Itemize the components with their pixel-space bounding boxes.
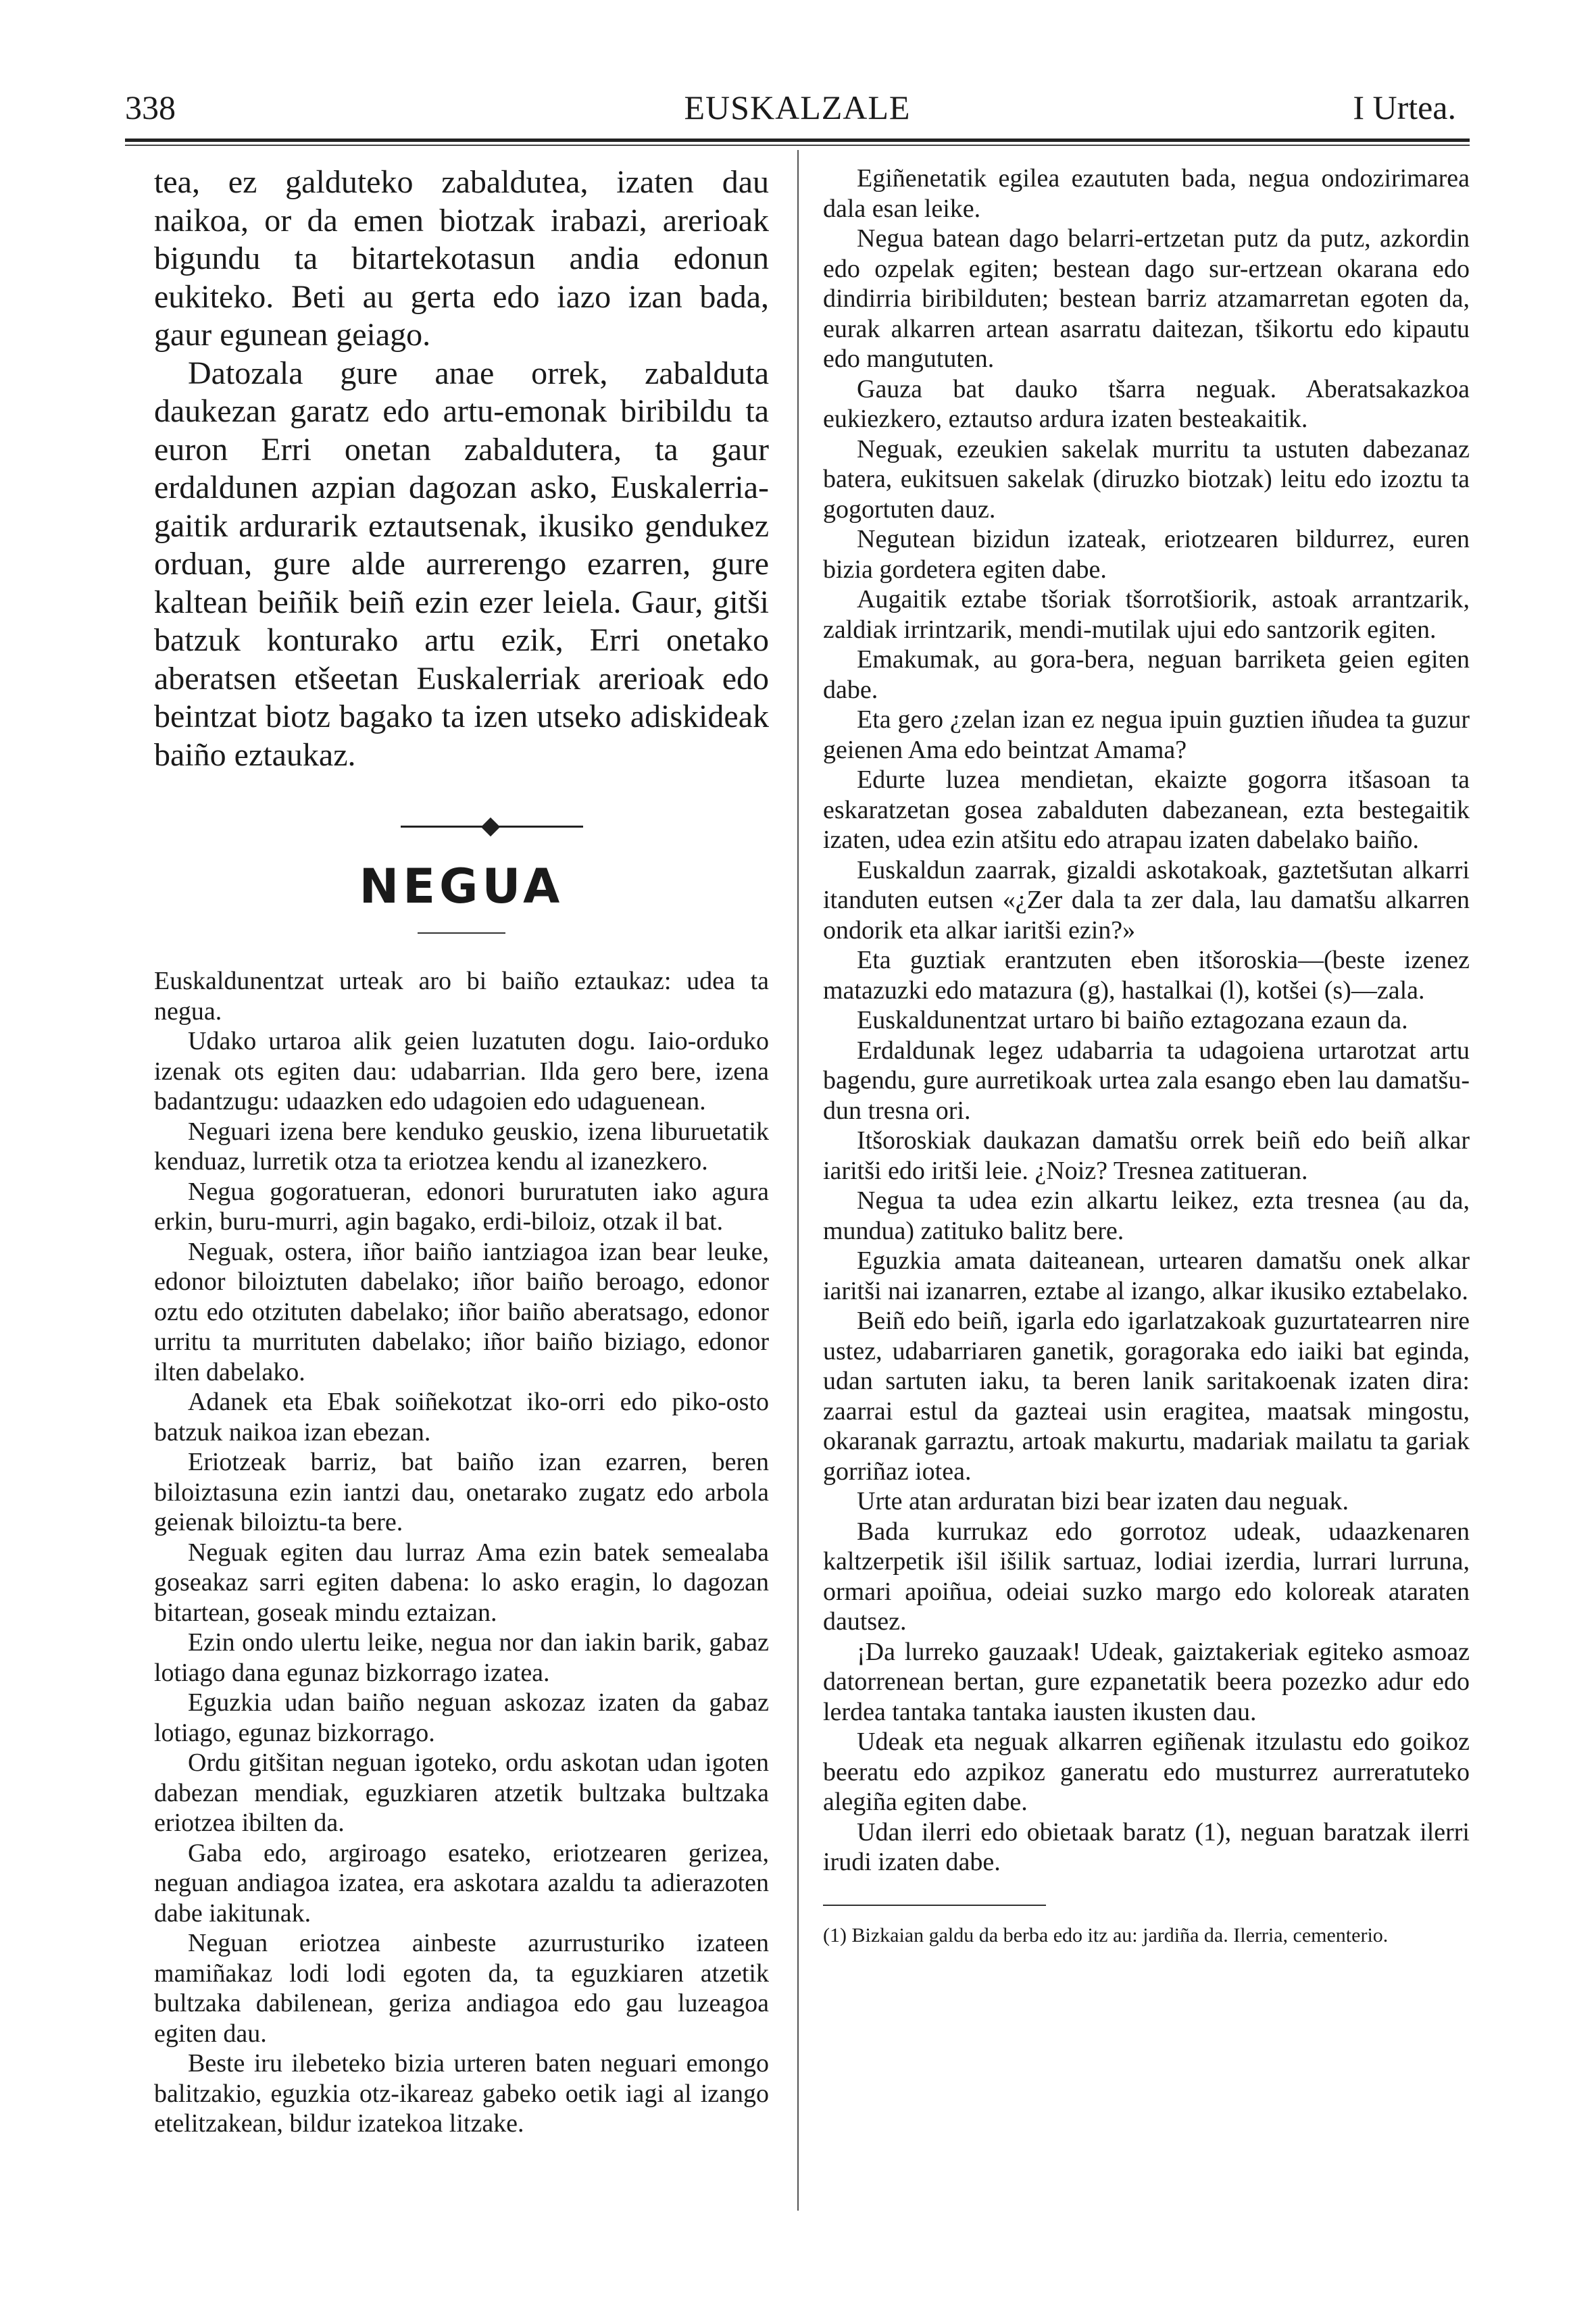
paragraph: Eta gero ¿zelan izan ez negua ipuin guztien iñudea ta guzur geienen Ama edo beintzat Amama? xyxy=(823,705,1470,764)
ornament-diamond xyxy=(481,818,500,836)
paragraph: Neguak, ostera, iñor baiño iantziagoa izan bear leuke, edonor biloiztuten dabelako; iñor baiño beroago, edonor oztu edo otzituten dabelako; iñor baiño aberatsago, edonor urritu ta murrituten dabelako; iñor baiño biziago, edonor ilten dabelako. xyxy=(154,1237,769,1386)
paragraph: Udako urtaroa alik geien luzatuten dogu. Iaio-orduko izenak ots egiten dau: udabarrian. Ilda gero bere, izena badantzugu: udaazken edo udagoien edo udaguenean. xyxy=(154,1027,769,1115)
paragraph: Ordu gitšitan neguan igoteko, ordu askotan udan igoten dabezan mendiak, eguzkiaren atzetik bultzaka bultzaka eriotzea ibilten da. xyxy=(154,1749,769,1837)
paragraph: Bada kurrukaz edo gorrotoz udeak, udaazkenaren kaltzerpetik išil išilik sartuaz, lodiai izerdia, lurrari lurruna, ormari apoiñua, odeiai suzko margo edo koloreak ataraten dautsez. xyxy=(823,1517,1470,1636)
title-rule xyxy=(418,932,505,934)
paragraph: Neguari izena bere kenduko geuskio, izena liburuetatik kenduaz, lurretik otza ta eriotzea kendu al izanezkero. xyxy=(154,1117,769,1176)
paragraph: Gauza bat dauko tšarra neguak. Aberatsakazkoa eukiezkero, eztautso ardura izaten besteakaitik. xyxy=(823,374,1470,433)
section-title: NEGUA xyxy=(359,859,564,914)
left-column xyxy=(154,164,769,2139)
paragraph: tea, ez galduteko zabaldutea, izaten dau naikoa, or da emen biotzak irabazi, arerioak bigundu ta bitartekotasun andia edonun eukiteko. Beti au gerta edo iazo izan bada, gaur egunean geiago. xyxy=(154,164,769,353)
paragraph: Augaitik eztabe tšoriak tšorrotšiorik, astoak arrantzarik, zaldiak irrintzarik, mendi-mutilak ujui edo santzorik egiten. xyxy=(823,585,1470,644)
paragraph: Eta guztiak erantzuten eben itšoroskia—(beste izenez matazuzki edo matazura (g), hastalkai (l), kotšei (s)—zala. xyxy=(823,946,1470,1005)
header-rule-thin xyxy=(125,145,1470,146)
paragraph: Negua gogoratueran, edonori bururatuten iako agura erkin, buru-murri, agin bagako, erdi-biloiz, otzak il bat. xyxy=(154,1177,769,1236)
right-column xyxy=(823,164,1470,1949)
paragraph: Neguan eriotzea ainbeste azurrusturiko izateen mamiñakaz lodi lodi egoten da, ta eguzkiaren atzetik bultzaka dabilenean, geriza andiagoa edo gau luzeagoa egiten dau. xyxy=(154,1929,769,2048)
paragraph: Adanek eta Ebak soiñekotzat iko-orri edo piko-osto batzuk naikoa izan ebezan. xyxy=(154,1388,769,1447)
paragraph: Itšoroskiak daukazan damatšu orrek beiñ edo beiñ alkar iaritši edo iritši leie. ¿Noiz? Tresnea zatitueran. xyxy=(823,1126,1470,1185)
paragraph: ¡Da lurreko gauzaak! Udeak, gaiztakeriak egiteko asmoaz datorrenean bertan, gure ezpanetatik beera pozezko adur edo lerdea tantaka tantaka iausten ikusten dau. xyxy=(823,1637,1470,1726)
paragraph: Euskaldunentzat urteak aro bi baiño eztaukaz: udea ta negua. xyxy=(154,967,769,1026)
paragraph: Negua ta udea ezin alkartu leikez, ezta tresnea (au da, mundua) zatituko balitz bere. xyxy=(823,1186,1470,1245)
paragraph: Beiñ edo beiñ, igarla edo igarlatzakoak guzurtatearren nire ustez, udabarriaren ganetik, goragoraka edo iaiki bat eginda, udan sartuten iaku, ta beren lanik saritakoenak izaten dira: zaarrai estul da gazteai usin eragitea, maatsak mingostu, okaranak garraztu, artoak makurtu, madariak mailatu ta gariak gorriñaz iotea. xyxy=(823,1307,1470,1486)
header-rule xyxy=(125,139,1470,142)
column-divider xyxy=(797,150,799,2211)
paragraph: Datozala gure anae orrek, zabalduta daukezan garatz edo artu-emonak biribildu ta euron Erri onetan zabaldutera, ta gaur erdaldunen azpian dagozan asko, Euskalerria-gaitik ardurarik eztautsenak, ikusiko gendukez orduan, gure alde aurrerengo ezarren, gure kaltean beiñik beiñ ezin ezer leiela. Gaur, gitši batzuk konturako artu ezik, Erri onetako aberatsen etšeetan Euskalerriak arerioak edo beintzat biotz bagako ta izen utseko adiskideak baiño eztaukaz. xyxy=(154,355,769,773)
footnote-rule xyxy=(823,1905,1046,1906)
footnote: (1) Bizkaian galdu da berba edo itz au: jardiña da. Ilerria, cementerio. xyxy=(823,1923,1389,1946)
volume-year: I Urtea. xyxy=(1353,89,1456,126)
paragraph: Eguzkia udan baiño neguan askozaz izaten da gabaz lotiago, egunaz bizkorrago. xyxy=(154,1688,769,1747)
paragraph: Eguzkia amata daiteanean, urtearen damatšu onek alkar iaritši nai izanarren, eztabe al izango, alkar ikusiko eztabelako. xyxy=(823,1247,1470,1305)
running-header xyxy=(125,88,1470,135)
paragraph: Urte atan arduratan bizi bear izaten dau neguak. xyxy=(857,1487,1349,1515)
paragraph: Eriotzeak barriz, bat baiño izan ezarren, beren biloiztasuna ezin iantzi dau, onetarako zugatz edo arbola geienak biloiztu-ta bere. xyxy=(154,1448,769,1536)
paragraph: Euskaldunentzat urtaro bi baiño eztagozana ezaun da. xyxy=(857,1006,1408,1034)
paragraph: Gaba edo, argiroago esateko, eriotzearen gerizea, neguan andiagoa izatea, era askotara azaldu ta adierazoten dabe iakitunak. xyxy=(154,1838,769,1928)
paragraph: Ezin ondo ulertu leike, negua nor dan iakin barik, gabaz lotiago dana egunaz bizkorrago izatea. xyxy=(154,1628,769,1687)
paragraph: Edurte luzea mendietan, ekaizte gogorra itšasoan ta eskaratzetan gosea zabalduten dabezanean, ezta bestegaitik izaten, udea ezin atšitu edo atrapau izaten dabelako baiño. xyxy=(823,765,1470,854)
page-number: 338 xyxy=(125,89,176,126)
paragraph: Beste iru ilebeteko bizia urteren baten neguari emongo balitzakio, eguzkia otz-ikareaz gabeko oetik iagi al izango etelitzakean, bildur izatekoa litzake. xyxy=(154,2049,769,2138)
paragraph: Negutean bizidun izateak, eriotzearen bildurrez, euren bizia gordetera egiten dabe. xyxy=(823,525,1470,584)
paragraph: Emakumak, au gora-bera, neguan barriketa geien egiten dabe. xyxy=(823,645,1470,704)
paragraph: Negua batean dago belarri-ertzetan putz da putz, azkordin edo ozpelak egiten; bestean dago sur-ertzean okarana edo dindirria biribilduten; bestean barriz atzamarretan egoten da, eurak alkarren artean asarratu daitezan, tšikortu edo kipautu edo mangututen. xyxy=(823,224,1470,373)
paragraph: Egiñenetatik egilea ezaututen bada, negua ondozirimarea dala esan leike. xyxy=(823,164,1470,223)
journal-title: EUSKALZALE xyxy=(684,89,911,126)
paragraph: Erdaldunak legez udabarria ta udagoiena urtarotzat artu bagendu, gure aurretikoak urtea zala esango eben lau damatšu-dun tresna ori. xyxy=(823,1036,1470,1125)
paragraph: Neguak egiten dau lurraz Ama ezin batek semealaba goseakaz sarri egiten dabena: lo asko eragin, lo dagozan bitartean, goseak mindu eztaizan. xyxy=(154,1538,769,1627)
paragraph: Neguak, ezeukien sakelak murritu ta ustuten dabezanaz batera, eukitsuen sakelak (diruzko biotzak) leitu edo izoztu ta gogortuten dauz. xyxy=(823,434,1470,524)
section-ornament xyxy=(154,807,769,847)
paragraph: Udeak eta neguak alkarren egiñenak itzulastu edo goikoz beeratu edo azpikoz ganeratu edo musturrez aurreratuteko alegiña egiten dabe. xyxy=(823,1728,1470,1816)
paragraph: Euskaldun zaarrak, gizaldi askotakoak, gaztetšutan alkarri itanduten eutsen «¿Zer dala ta zer dala, lau damatšu alkarren ondorik eta alkar iaritši ezin?» xyxy=(823,855,1470,945)
paragraph: Udan ilerri edo obietaak baratz (1), neguan baratzak ilerri irudi izaten dabe. xyxy=(823,1817,1470,1876)
